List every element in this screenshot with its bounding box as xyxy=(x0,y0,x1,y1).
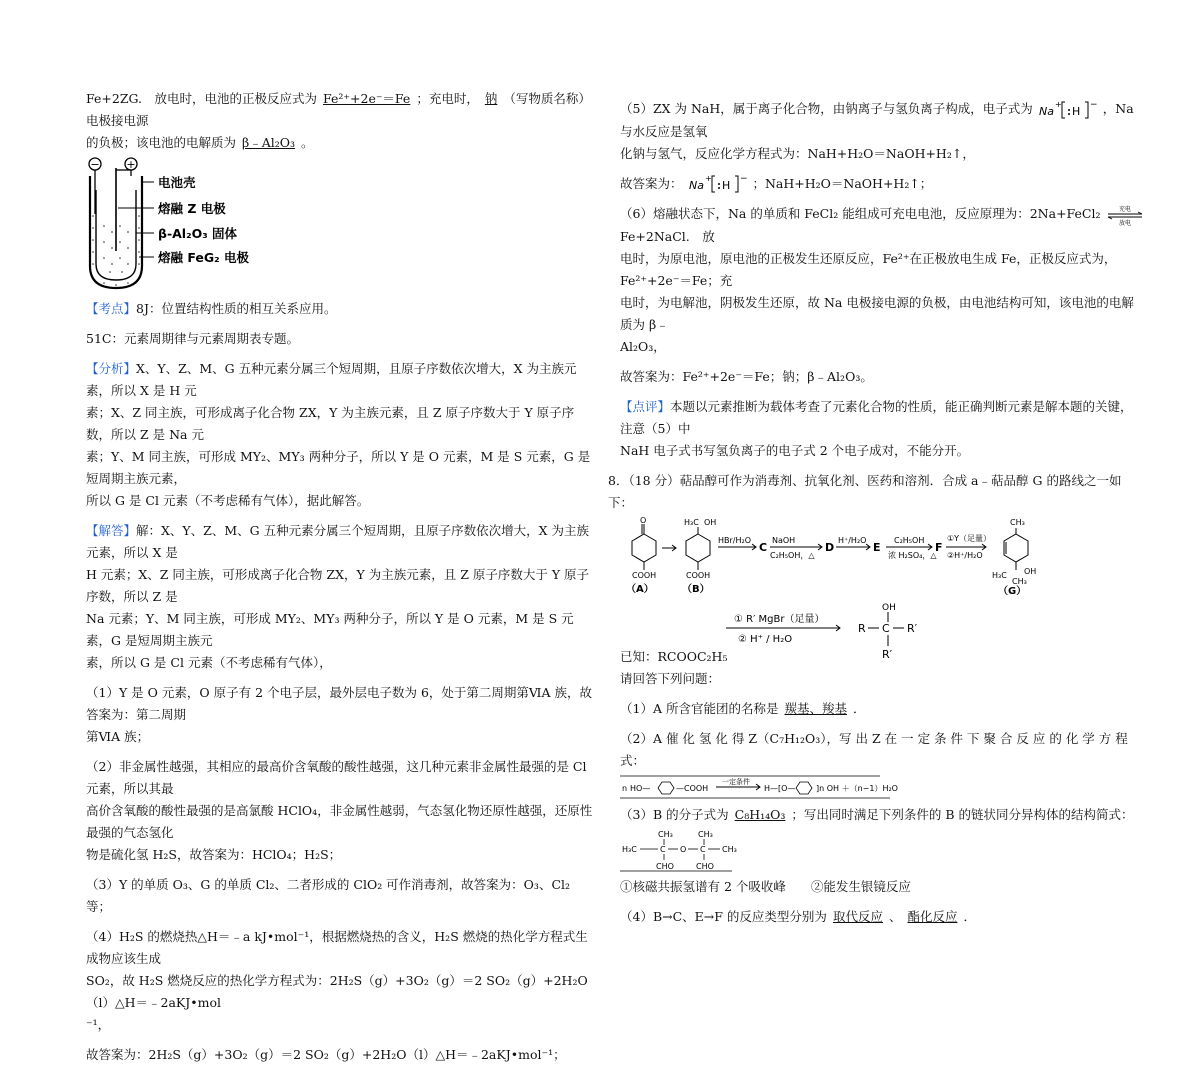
dianping-line: NaH 电子式书写氢负离子的电子式 2 个电子成对，不能分开。 xyxy=(620,442,970,458)
label-z-electrode: 熔融 Z 电极 xyxy=(158,201,226,216)
polymerization-equation xyxy=(620,774,950,800)
answer-4-line: SO₂，故 H₂S 燃烧反应的热化学方程式为：2H₂S（g）+3O₂（g）＝2 SO₂（g）+2H₂O（l）△H＝﹣2aKJ•mol xyxy=(86,973,588,1010)
answer-6-final: 故答案为：Fe²⁺+2e⁻＝Fe；钠；β﹣Al₂O₃。 xyxy=(620,368,873,384)
text: 、 xyxy=(888,908,902,924)
cho-label: CHO xyxy=(696,861,714,871)
text: 故答案为： xyxy=(620,175,683,191)
zhuanti-line: 51C：元素周期律与元素周期表专题。 xyxy=(86,331,299,346)
na-symbol: Na xyxy=(688,179,704,192)
h-symbol: H xyxy=(1071,104,1081,118)
q3-line xyxy=(620,804,1145,826)
answer-blank: 酯化反应 xyxy=(907,908,958,924)
fenxi-line: 素；Y、M 同主族，可形成 MY₂、MY₃ 两种分子，所以 Y 是 O 元素，M 是 S 元素，G 是短周期主族元素， xyxy=(86,449,591,486)
compound-e-label: E xyxy=(873,540,881,554)
text: （5）ZX 为 NaH，属于离子化合物，由钠离子与氢负离子构成，电子式为 xyxy=(620,101,1033,116)
answer-4-final: 故答案为：2H₂S（g）+3O₂（g）＝2 SO₂（g）+2H₂O（l）△H＝﹣2aKJ•mol⁻¹； xyxy=(86,1047,566,1062)
acid-workup: ② H⁺ / H₂O xyxy=(738,633,793,645)
minus-charge: − xyxy=(739,174,748,184)
reagent-hbr: HBr/H₂O xyxy=(718,535,752,545)
reagent-ethanol-heat: C₂H₅OH，△ xyxy=(770,550,815,560)
q4-line xyxy=(620,906,1145,928)
condition-1: ①核磁共振氢谱有 2 个吸收峰 xyxy=(620,878,786,894)
n-label: n xyxy=(622,783,628,793)
line-2 xyxy=(86,132,596,154)
text: Fe+2ZG. 放电时，电池的正极反应式为 xyxy=(86,91,318,106)
text: ． xyxy=(963,908,976,924)
text: 。 xyxy=(301,135,314,150)
oxygen-label: O xyxy=(680,844,687,854)
answer-1-line: 第ⅥA 族； xyxy=(86,729,150,744)
please-answer: 请回答下列问题： xyxy=(620,670,721,686)
battery-diagram xyxy=(86,156,266,294)
carbon-label: C xyxy=(660,844,666,854)
text: 解：X、Y、Z、M、G 五种元素分属三个短周期，且原子序数依次增大，X 为主族元素，所以 X 是 xyxy=(86,523,589,560)
discharge-label: 放电 xyxy=(1118,219,1131,226)
carbon-label: C xyxy=(700,844,706,854)
answer-blank: C₈H₁₄O₃ xyxy=(734,806,786,822)
text: （6）熔融状态下，Na 的单质和 FeCl₂ 能组成可充电电池，反应原理为：2Na+FeCl₂ xyxy=(620,206,1101,221)
answer-4-line: （4）H₂S 的燃烧热△H＝﹣a kJ•mol⁻¹，根据燃烧热的含义，H₂S 燃烧的热化学方程式生成物应该生成 xyxy=(86,929,588,966)
kaodian-line xyxy=(86,298,596,320)
reagent-ethanol: C₂H₅OH xyxy=(894,535,925,545)
polymer-start: H—[O— xyxy=(764,783,796,793)
q1-line xyxy=(620,698,1145,720)
conditions-line xyxy=(620,876,1145,898)
left-column xyxy=(86,88,596,1066)
answer-2-line: （2）非金属性越强，其相应的最高价含氧酸的酸性越强，这几种元素非金属性最强的是 Cl 元素，所以其最 xyxy=(86,759,587,796)
q2-line: （2）A 催 化 氢 化 得 Z（C₇H₁₂O₃），写 出 Z 在 一 定 条 件 下 聚 合 反 应 的 化 学 方 程 式： xyxy=(620,730,1128,768)
reagent-y: ①Y（足量） xyxy=(947,533,992,543)
answer-5-line xyxy=(620,98,1145,143)
minus-charge: − xyxy=(1089,99,1098,110)
h3c-label: H₃C xyxy=(622,844,637,854)
cooh-group: —COOH xyxy=(676,783,709,793)
label-feg2-electrode: 熔融 FeG₂ 电极 xyxy=(158,250,249,265)
compound-b-label: （B） xyxy=(682,583,710,595)
label-alumina: β-Al₂O₃ 固体 xyxy=(158,226,238,241)
text: Fe+2NaCl. 放 xyxy=(620,228,715,244)
answer-blank: Fe²⁺+2e⁻＝Fe xyxy=(323,91,411,106)
known-label: 已知：RCOOC₂H₅ xyxy=(620,648,728,664)
answer-5-line: 化钠与氢气，反应化学方程式为：NaH+H₂O＝NaOH+H₂↑， xyxy=(620,145,975,161)
text: 的负极；该电池的电解质为 xyxy=(86,135,237,150)
ch3-label: CH₃ xyxy=(722,844,737,854)
jieda-line: Na 元素；Y、M 同主族，可形成 MY₂、MY₃ 两种分子，所以 Y 是 O 元素，M 是 S 元素，G 是短周期主族元 xyxy=(86,611,574,648)
o-label: O xyxy=(640,515,647,525)
reagent-acid-water: H⁺/H₂O xyxy=(838,535,867,545)
answer-2-line: 物是硫化氢 H₂S，故答案为：HClO₄；H₂S； xyxy=(86,847,342,862)
fenxi-line: 所以 G 是 Cl 元素（不考虑稀有气体），据此解答。 xyxy=(86,493,370,508)
h-symbol: H xyxy=(721,179,730,192)
cooh-label: COOH xyxy=(632,570,657,580)
cooh-label: COOH xyxy=(686,570,711,580)
polymer-end: ]n OH ＋（n−1）H₂O xyxy=(816,783,898,793)
kaodian-tag: 【考点】 xyxy=(86,301,137,316)
question-8: 8．（18 分）萜品醇可作为消毒剂、抗氧化剂、医药和溶剂．合成 a﹣萜品醇 G 的路线之一如下： xyxy=(608,472,1122,510)
text: ；写出同时满足下列条件的 B 的链状同分异构体的结构简式： xyxy=(791,806,1134,822)
text: 本题以元素推断为载体考查了元素化合物的性质，能正确判断元素是解本题的关键，注意（5）中 xyxy=(620,398,1133,436)
text: （3）B 的分子式为 xyxy=(620,806,729,822)
text: （1）A 所含官能团的名称是 xyxy=(620,700,779,716)
reagent-acid: ②H⁺/H₂O xyxy=(947,550,983,560)
fenxi-line: 素；X、Z 同主族，可形成离子化合物 ZX，Y 为主族元素，且 Z 原子序数大于 Y 原子序数，所以 Z 是 Na 元 xyxy=(86,405,575,442)
oh-label: OH xyxy=(704,517,717,527)
text: ；充电时， xyxy=(416,91,479,106)
text: ，Na 与水反应是氢氧 xyxy=(620,101,1134,139)
jieda-tag: 【解答】 xyxy=(86,523,137,538)
plus-charge: + xyxy=(704,174,712,183)
jieda-line: H 元素；X、Z 同主族，可形成离子化合物 ZX，Y 为主族元素，且 Z 原子序数大于 Y 原子序数，所以 Z 是 xyxy=(86,567,590,604)
condition-label: 一定条件 xyxy=(722,777,750,786)
jieda-line: 素，所以 G 是 Cl 元素（不考虑稀有气体）， xyxy=(86,655,332,670)
answer-6-line: 电时，为原电池，原电池的正极发生还原反应，Fe²⁺在正极放电生成 Fe，正极反应式为，Fe²⁺+2e⁻＝Fe；充 xyxy=(620,250,1117,288)
compound-d-label: D xyxy=(825,540,835,554)
text: X、Y、Z、M、G 五种元素分属三个短周期，且原子序数依次增大，X 为主族元素，所以 X 是 H 元 xyxy=(86,361,577,398)
text: ；NaH+H₂O＝NaOH+H₂↑； xyxy=(752,175,933,191)
plus-charge: + xyxy=(1054,99,1062,109)
compound-a-label: （A） xyxy=(626,583,654,595)
answer-blank: β﹣Al₂O₃ xyxy=(242,135,296,150)
charge-label: 充电 xyxy=(1118,205,1131,213)
compound-g-label: （G） xyxy=(998,585,1027,596)
reagent-naoh: NaOH xyxy=(772,535,796,545)
dianping-line xyxy=(620,396,1145,440)
text: ． xyxy=(852,700,866,716)
answer-6-line xyxy=(620,203,1145,248)
answer-6-line: 电时，为电解池，阴极发生还原，故 Na 电极接电源的负极，由电池结构可知，该电池的电解质为 β﹣ xyxy=(620,294,1134,332)
grignard-reagent: ① R′ MgBr（足量） xyxy=(734,613,825,625)
label-shell: 电池壳 xyxy=(158,175,196,190)
answer-blank: 钠 xyxy=(484,91,498,106)
fenxi-tag: 【分析】 xyxy=(86,361,137,376)
carbon-label: C xyxy=(882,621,890,635)
synthesis-scheme xyxy=(626,516,1046,596)
reagent-h2so4: 浓 H₂SO₄，△ xyxy=(888,550,937,560)
compound-f-label: F xyxy=(935,540,943,554)
ch3-label: CH₃ xyxy=(1012,576,1027,586)
isomer-structure xyxy=(620,828,760,872)
r-prime-group: R′ xyxy=(882,647,893,661)
nah-electron-formula xyxy=(687,173,749,195)
ho-group: HO— xyxy=(630,783,651,793)
text: （写物质名称）电极接电源 xyxy=(86,91,591,128)
answer-2-line: 高价含氧酸的酸性最强的是高氯酸 HClO₄，非金属性越弱，气态氢化物还原性越强，还原性最强的气态氢化 xyxy=(86,803,593,840)
r-group: R xyxy=(858,621,866,635)
answer-4-line: ⁻¹， xyxy=(86,1017,111,1032)
answer-blank: 取代反应 xyxy=(832,908,883,924)
answer-blank: 羰基、羧基 xyxy=(784,700,847,716)
na-symbol: Na xyxy=(1038,104,1054,118)
minus-sign: − xyxy=(90,158,100,171)
cho-label: CHO xyxy=(656,861,674,871)
answer-5-final xyxy=(620,173,1145,196)
ch3-label: CH₃ xyxy=(1010,517,1025,527)
nah-electron-formula xyxy=(1037,99,1099,121)
plus-sign: + xyxy=(126,158,136,171)
oh-label: OH xyxy=(1024,566,1037,576)
oh-label: OH xyxy=(882,602,896,613)
condition-2: ②能发生银镜反应 xyxy=(810,878,911,894)
text: 8J：位置结构性质的相互关系应用。 xyxy=(136,301,337,316)
r-prime-group: R′ xyxy=(907,621,918,635)
text: （4）B→C、E→F 的反应类型分别为 xyxy=(620,908,827,924)
dianping-tag: 【点评】 xyxy=(620,398,671,414)
h3c-label: H₃C xyxy=(992,570,1007,580)
answer-3-line: （3）Y 的单质 O₃、G 的单质 Cl₂、二者形成的 ClO₂ 可作消毒剂，故答案为：O₃、Cl₂ 等； xyxy=(86,877,571,914)
reversible-arrow-icon xyxy=(1105,204,1145,226)
ch3-label: CH₃ xyxy=(698,829,713,839)
answer-6-line: Al₂O₃， xyxy=(620,338,666,354)
answer-1-line: （1）Y 是 O 元素，O 原子有 2 个电子层，最外层电子数为 6，处于第二周期第ⅥA 族，故答案为：第二周期 xyxy=(86,685,592,722)
line-1 xyxy=(86,88,596,132)
h3c-label: H₃C xyxy=(684,517,699,527)
jieda-line xyxy=(86,520,596,564)
right-column xyxy=(608,98,1145,928)
fenxi-line xyxy=(86,358,596,402)
compound-c-label: C xyxy=(759,540,768,554)
ch3-label: CH₃ xyxy=(658,829,673,839)
